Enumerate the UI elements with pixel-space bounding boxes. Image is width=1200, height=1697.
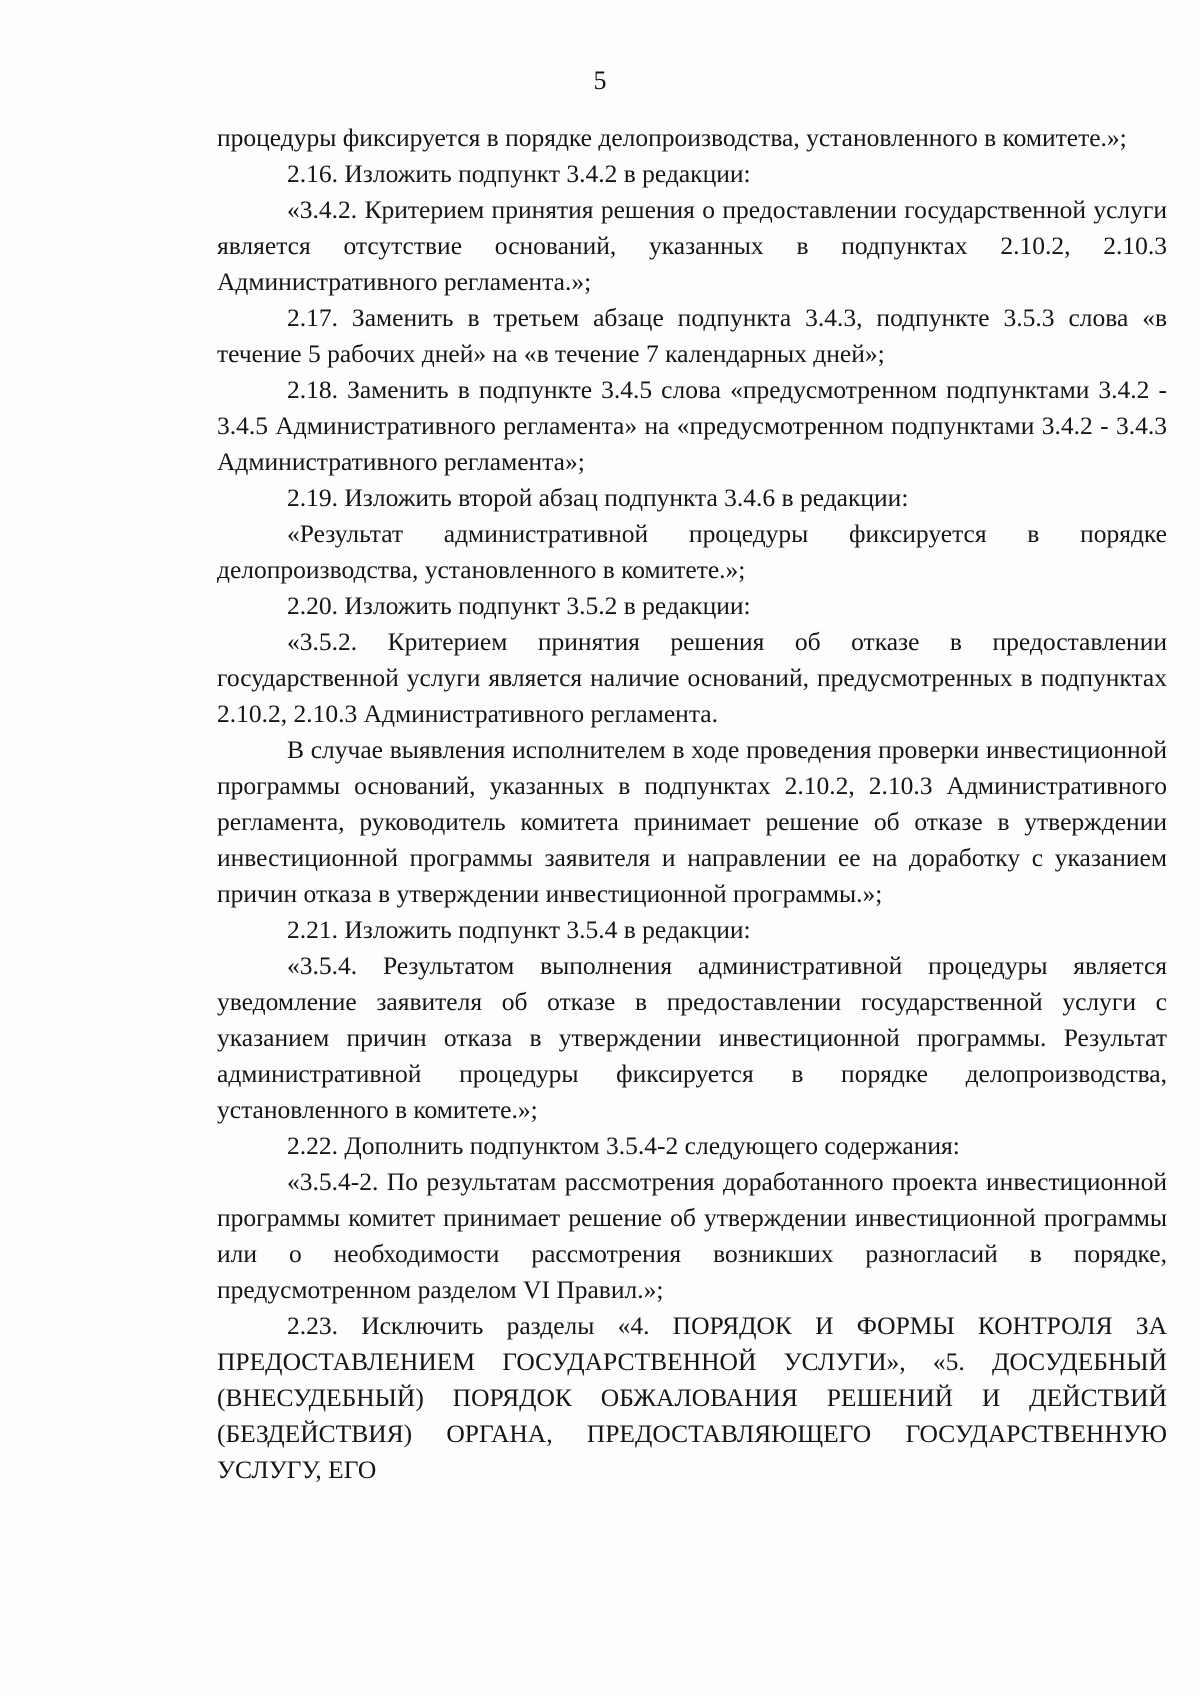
- paragraph: «3.5.2. Критерием принятия решения об отказе в предоставлении государственной услуги является наличие оснований, предусмотренных в подпунктах 2.10.2, 2.10.3 Административного регламента.: [217, 627, 1167, 728]
- paragraph: 2.23. Исключить разделы «4. ПОРЯДОК И ФОРМЫ КОНТРОЛЯ ЗА ПРЕДОСТАВЛЕНИЕМ ГОСУДАРСТВЕННОЙ УСЛУГИ», «5. ДОСУДЕБНЫЙ (ВНЕСУДЕБНЫЙ) ПОРЯДОК ОБЖАЛОВАНИЯ РЕШЕНИЙ И ДЕЙСТВИЙ (БЕЗДЕЙСТВИЯ) ОРГАНА, ПРЕДОСТАВЛЯЮЩЕГО ГОСУДАРСТВЕННУЮ УСЛУГУ, ЕГО: [217, 1311, 1167, 1484]
- page-number: 5: [593, 66, 607, 95]
- document-body: [217, 120, 1167, 1488]
- paragraph: «Результат административной процедуры фиксируется в порядке делопроизводства, установленного в комитете.»;: [217, 519, 1167, 584]
- paragraph: 2.17. Заменить в третьем абзаце подпункта 3.4.3, подпункте 3.5.3 слова «в течение 5 рабочих дней» на «в течение 7 календарных дней»;: [217, 303, 1167, 368]
- paragraph: 2.18. Заменить в подпункте 3.4.5 слова «предусмотренном подпунктами 3.4.2 - 3.4.5 Административного регламента» на «предусмотренном подпунктами 3.4.2 - 3.4.3 Административного регламента»;: [217, 375, 1167, 476]
- paragraph: «3.5.4-2. По результатам рассмотрения доработанного проекта инвестиционной программы комитет принимает решение об утверждении инвестиционной программы или о необходимости рассмотрения возникших разногласий в порядке, предусмотренном разделом VI Правил.»;: [217, 1167, 1167, 1304]
- paragraph: «3.5.4. Результатом выполнения административной процедуры является уведомление заявителя об отказе в предоставлении государственной услуги с указанием причин отказа в утверждении инвестиционной программы. Результат административной процедуры фиксируется в порядке делопроизводства, установленного в комитете.»;: [217, 951, 1167, 1124]
- paragraph: 2.21. Изложить подпункт 3.5.4 в редакции:: [287, 915, 751, 944]
- paragraph: В случае выявления исполнителем в ходе проведения проверки инвестиционной программы оснований, указанных в подпунктах 2.10.2, 2.10.3 Административного регламента, руководитель комитета принимает решение об отказе в утверждении инвестиционной программы заявителя и направлении ее на доработку с указанием причин отказа в утверждении инвестиционной программы.»;: [217, 735, 1167, 908]
- paragraph: 2.22. Дополнить подпунктом 3.5.4-2 следующего содержания:: [287, 1131, 960, 1160]
- paragraph: процедуры фиксируется в порядке делопроизводства, установленного в комитете.»;: [217, 123, 1127, 152]
- paragraph: «3.4.2. Критерием принятия решения о предоставлении государственной услуги является отсутствие оснований, указанных в подпунктах 2.10.2, 2.10.3 Административного регламента.»;: [217, 195, 1167, 296]
- paragraph: 2.19. Изложить второй абзац подпункта 3.4.6 в редакции:: [287, 483, 909, 512]
- paragraph: 2.20. Изложить подпункт 3.5.2 в редакции:: [287, 591, 751, 620]
- paragraph: 2.16. Изложить подпункт 3.4.2 в редакции:: [287, 159, 751, 188]
